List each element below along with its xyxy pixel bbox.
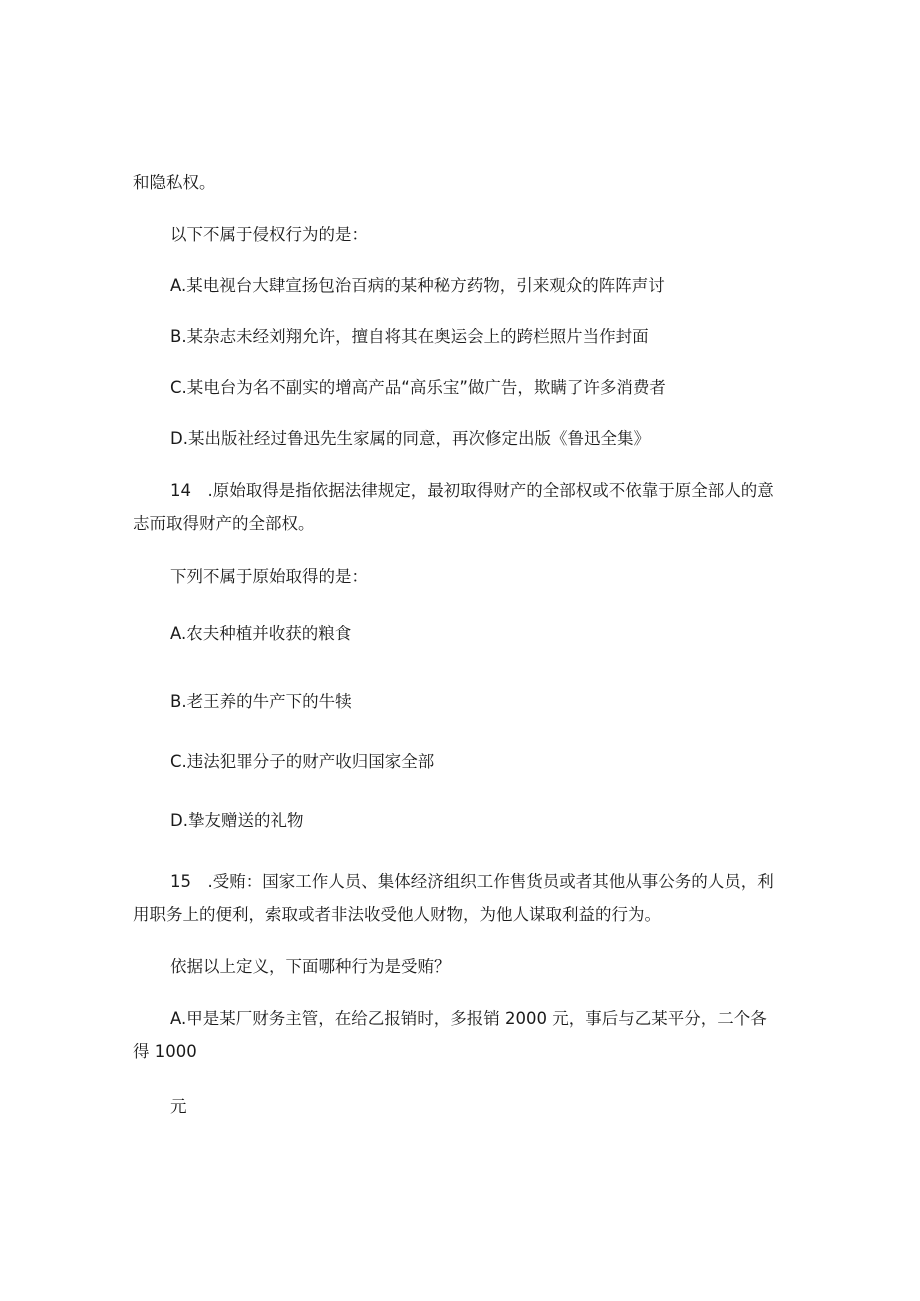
option-b: B.某杂志未经刘翔允许，擅自将其在奥运会上的跨栏照片当作封面	[170, 327, 649, 346]
option-b: B.老王养的牛产下的牛犊	[170, 692, 352, 711]
option-a-cont: 元	[170, 1097, 187, 1116]
question-14-definition: 14 .原始取得是指依据法律规定，最初取得财产的全部权或不依靠于原全部人的意	[170, 481, 774, 500]
text-line: 和隐私权。	[133, 173, 216, 192]
question-prompt: 下列不属于原始取得的是：	[170, 567, 368, 586]
option-a: A.某电视台大肆宣扬包治百病的某种秘方药物，引来观众的阵阵声讨	[170, 276, 665, 295]
option-a: A.甲是某厂财务主管，在给乙报销时，多报销 2000 元，事后与乙某平分，二个各	[170, 1009, 767, 1028]
question-prompt: 以下不属于侵权行为的是：	[170, 225, 368, 244]
option-c: C.违法犯罪分子的财产收归国家全部	[170, 752, 435, 771]
question-15-definition: 15 .受贿：国家工作人员、集体经济组织工作售货员或者其他从事公务的人员，利	[170, 872, 774, 891]
option-a-cont: 得 1000	[133, 1042, 197, 1061]
question-prompt: 依据以上定义，下面哪种行为是受贿？	[170, 957, 451, 976]
option-a: A.农夫种植并收获的粮食	[170, 624, 352, 643]
option-d: D.某出版社经过鲁迅先生家属的同意，再次修定出版《鲁迅全集》	[170, 429, 650, 448]
question-15-definition-cont: 用职务上的便利，索取或者非法收受他人财物，为他人谋取利益的行为。	[133, 905, 661, 924]
option-d: D.挚友赠送的礼物	[170, 811, 304, 830]
option-c: C.某电台为名不副实的增高产品“高乐宝”做广告，欺瞒了许多消费者	[170, 378, 666, 397]
question-14-definition-cont: 志而取得财产的全部权。	[133, 514, 315, 533]
